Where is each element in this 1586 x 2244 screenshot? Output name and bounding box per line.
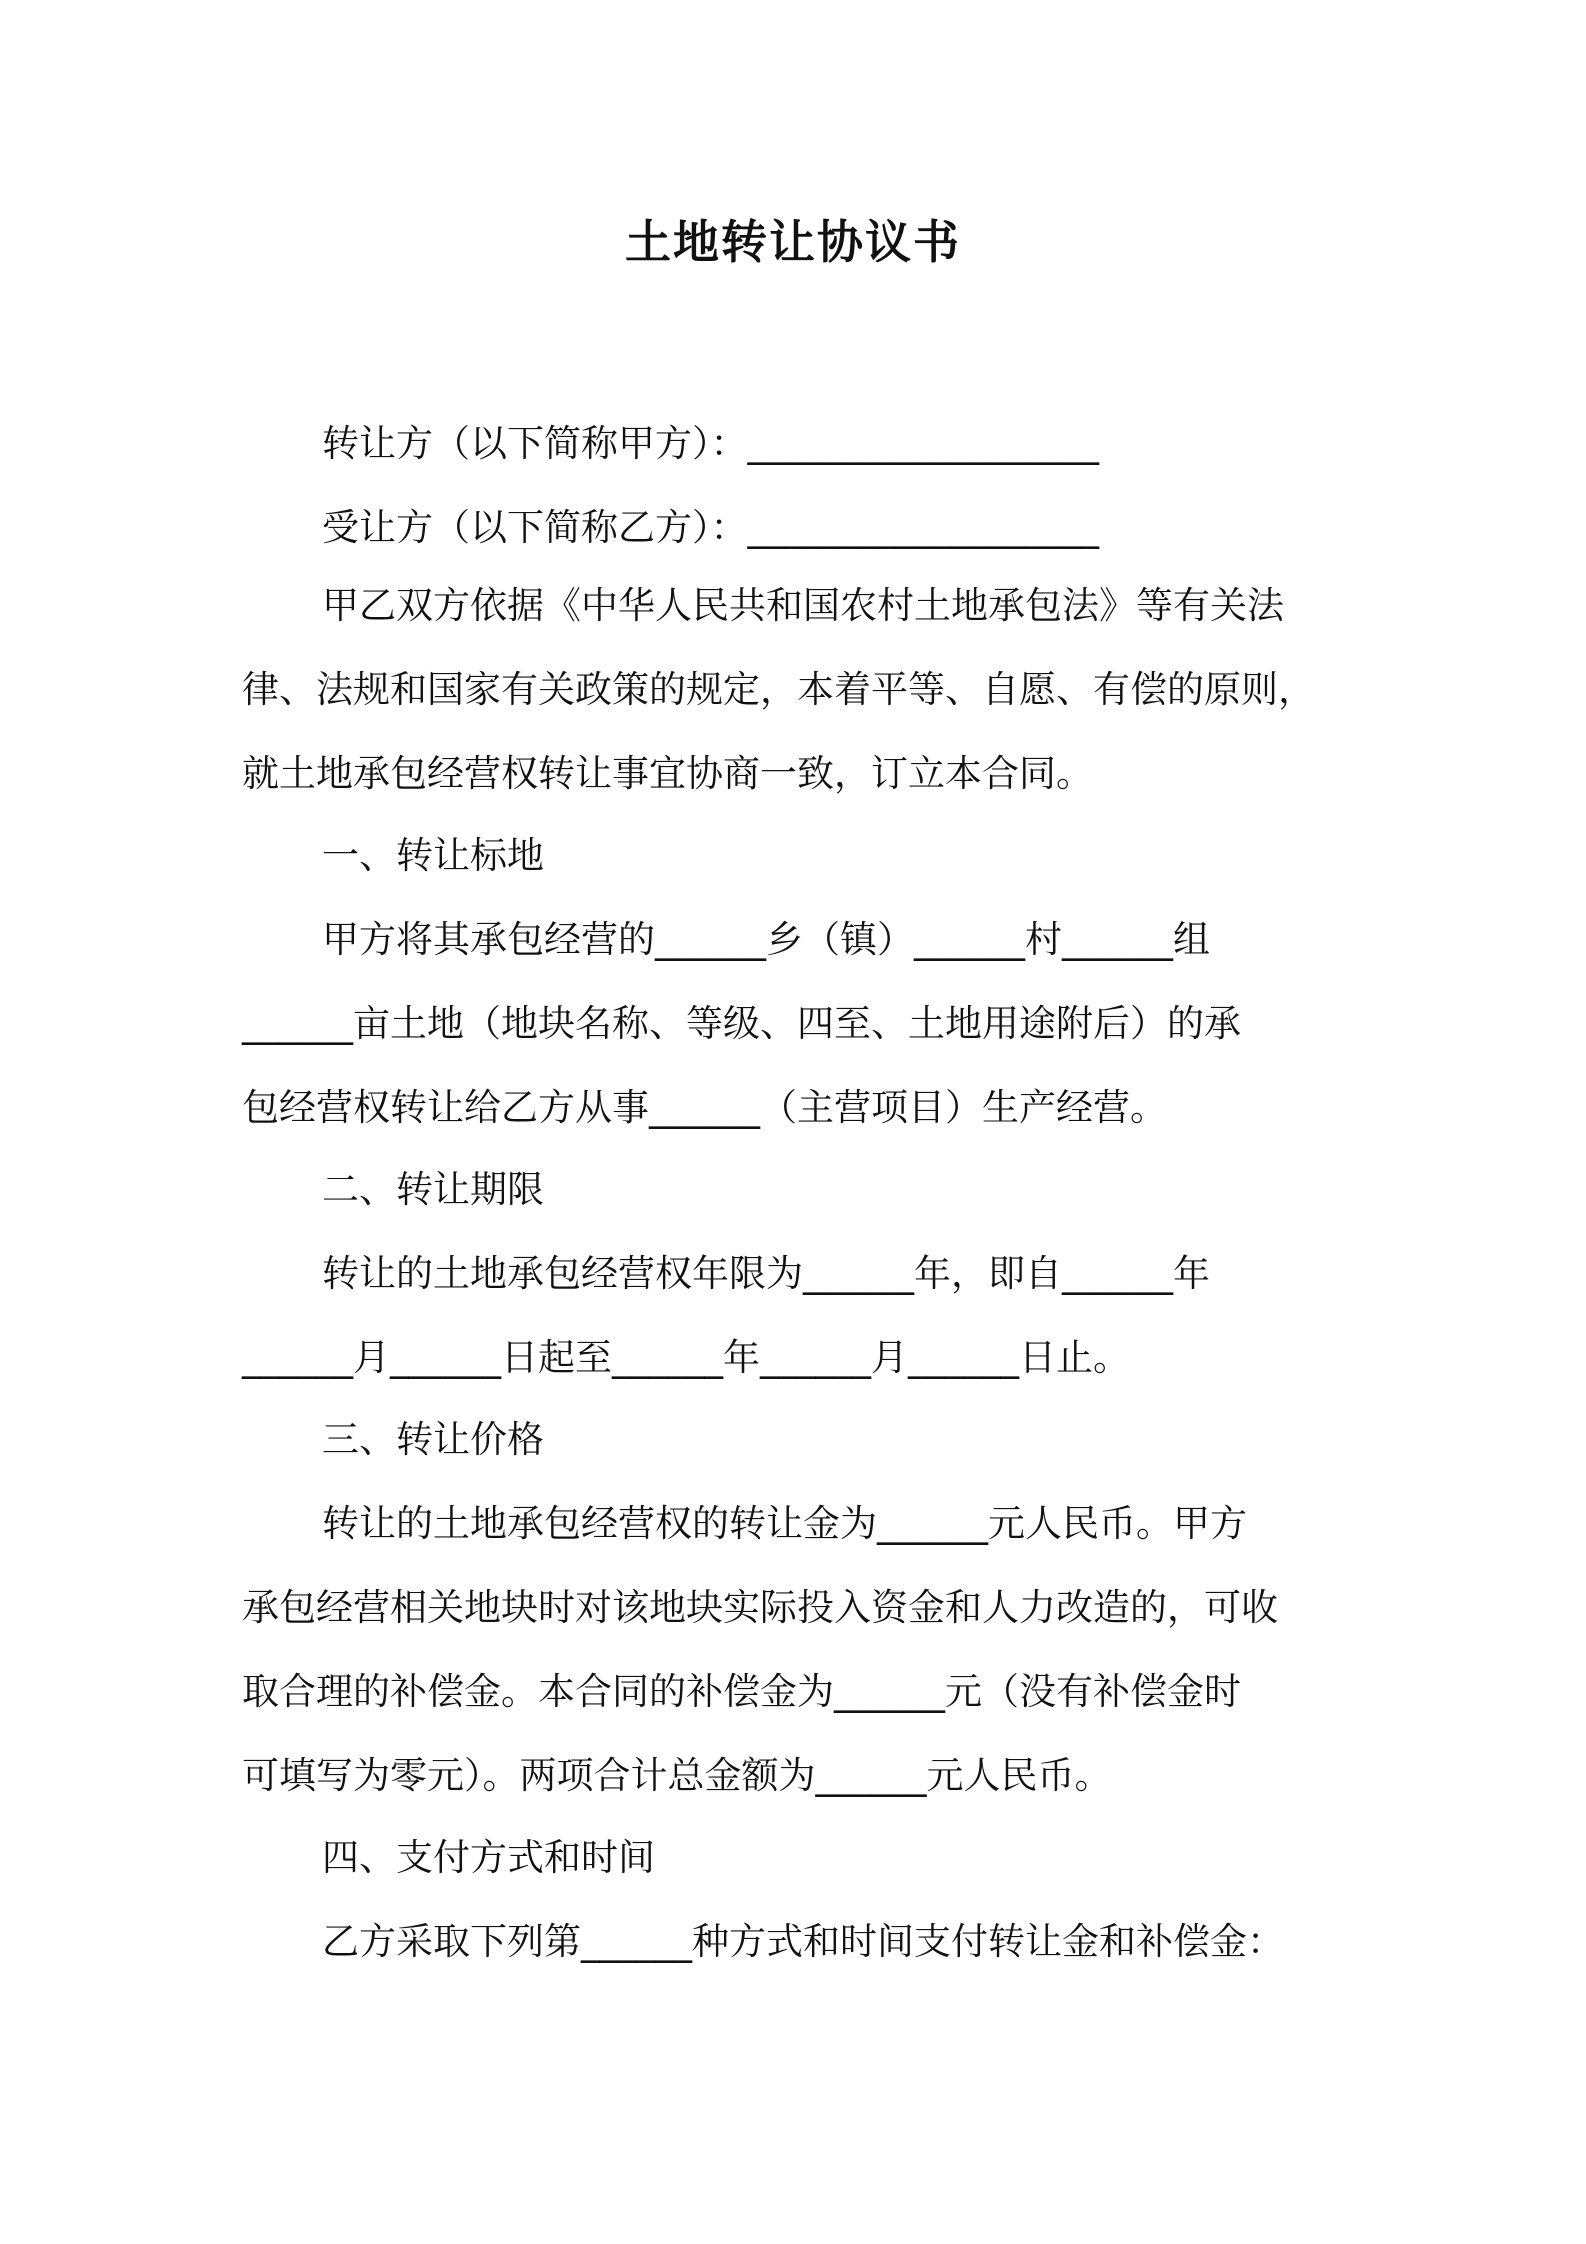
preamble-line-3: 就土地承包经营权转让事宜协商一致，订立本合同。 (242, 752, 1093, 795)
section-3-line-3: 取合理的补偿金。本合同的补偿金为______元（没有补偿金时 (242, 1670, 1241, 1713)
section-3-line-1: 转让的土地承包经营权的转让金为______元人民币。甲方 (322, 1502, 1247, 1545)
section-2-heading: 二、转让期限 (322, 1168, 544, 1211)
section-1-heading: 一、转让标地 (322, 834, 544, 877)
section-4-line-1: 乙方采取下列第______种方式和时间支付转让金和补偿金： (322, 1920, 1284, 1963)
section-2-line-2: ______月______日起至______年______月______日止。 (242, 1336, 1130, 1379)
preamble-line-1: 甲乙双方依据《中华人民共和国农村土地承包法》等有关法 (322, 584, 1284, 627)
transferee-line: 受让方（以下简称乙方）：___________________ (322, 506, 1099, 549)
section-1-line-3: 包经营权转让给乙方从事______（主营项目）生产经营。 (242, 1086, 1167, 1129)
section-3-line-4: 可填写为零元）。两项合计总金额为______元人民币。 (242, 1754, 1112, 1797)
preamble-line-2: 律、法规和国家有关政策的规定，本着平等、自愿、有偿的原则， (242, 668, 1315, 711)
section-2-line-1: 转让的土地承包经营权年限为______年，即自______年 (322, 1252, 1210, 1295)
section-3-line-2: 承包经营相关地块时对该地块实际投入资金和人力改造的，可收 (242, 1586, 1278, 1629)
document-title: 土地转让协议书 (625, 215, 961, 269)
section-3-heading: 三、转让价格 (322, 1418, 544, 1461)
section-1-line-1: 甲方将其承包经营的______乡（镇）______村______组 (322, 918, 1210, 961)
section-1-line-2: ______亩土地（地块名称、等级、四至、土地用途附后）的承 (242, 1002, 1241, 1045)
transferor-line: 转让方（以下简称甲方）：___________________ (322, 422, 1099, 465)
section-4-heading: 四、支付方式和时间 (322, 1836, 655, 1879)
